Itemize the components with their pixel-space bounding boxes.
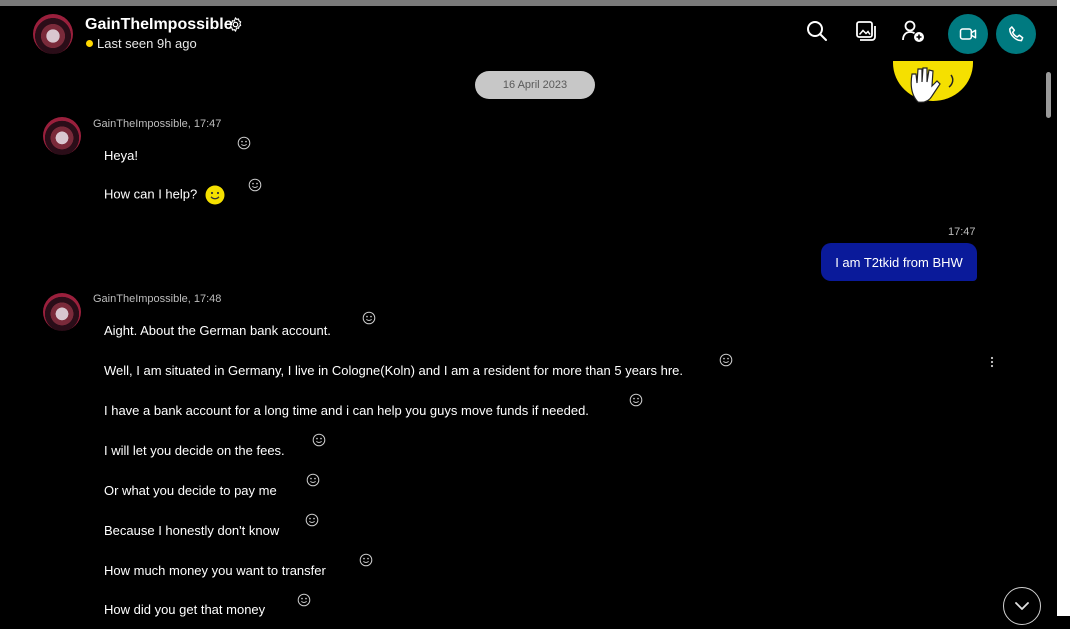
audio-call-icon — [1006, 24, 1026, 44]
scroll-to-bottom-button[interactable] — [1003, 587, 1041, 625]
video-call-button[interactable] — [948, 14, 988, 54]
smile-emoji-icon — [205, 185, 225, 205]
chat-scrollbar[interactable] — [1046, 72, 1051, 118]
message-text[interactable]: I will let you decide on the fees. — [104, 443, 285, 458]
date-divider: 16 April 2023 — [475, 71, 595, 99]
search-icon[interactable] — [804, 18, 830, 44]
sender-avatar[interactable] — [43, 293, 81, 331]
chevron-down-icon — [1004, 588, 1040, 624]
message-text[interactable]: Aight. About the German bank account. — [104, 323, 331, 338]
message-row[interactable] — [104, 185, 225, 205]
message-text[interactable]: I have a bank account for a long time and i can help you guys move funds if needed. — [104, 403, 589, 418]
chat-header — [0, 6, 1057, 66]
gear-icon[interactable] — [227, 16, 244, 33]
add-reaction-icon[interactable] — [359, 553, 373, 567]
sender-avatar[interactable] — [43, 117, 81, 155]
waving-hand-emoji-icon — [893, 61, 973, 103]
outgoing-message-bubble[interactable]: I am T2tkid from BHW — [821, 243, 977, 281]
message-text[interactable]: How did you get that money — [104, 602, 266, 617]
message-text[interactable]: Because I honestly don't know — [104, 523, 280, 538]
presence-status-dot — [86, 40, 93, 47]
add-reaction-icon[interactable] — [362, 311, 376, 325]
contact-avatar[interactable] — [33, 14, 73, 54]
add-reaction-icon[interactable] — [237, 136, 251, 150]
contact-name[interactable]: GainTheImpossible — [85, 16, 233, 33]
audio-call-button[interactable] — [996, 14, 1036, 54]
add-reaction-icon[interactable] — [312, 433, 326, 447]
add-reaction-icon[interactable] — [297, 593, 311, 607]
add-reaction-icon[interactable] — [629, 393, 643, 407]
add-reaction-icon[interactable] — [719, 353, 733, 367]
message-text: How can I help? — [104, 186, 198, 202]
add-reaction-icon[interactable] — [305, 513, 319, 527]
more-options-icon[interactable] — [988, 354, 996, 370]
last-seen-status: Last seen 9h ago — [97, 36, 197, 51]
message-text[interactable]: Or what you decide to pay me — [104, 483, 277, 498]
window-right-edge — [1057, 0, 1070, 616]
message-text[interactable]: Heya! — [104, 148, 138, 163]
add-reaction-icon[interactable] — [248, 178, 262, 192]
outgoing-message-time: 17:47 — [948, 226, 976, 238]
gallery-icon[interactable] — [852, 18, 878, 44]
sender-name-time: GainTheImpossible, 17:48 — [93, 293, 222, 305]
video-call-icon — [958, 24, 978, 44]
sender-name-time: GainTheImpossible, 17:47 — [93, 118, 222, 130]
message-text[interactable]: Well, I am situated in Germany, I live in Cologne(Koln) and I am a resident for more than 5 years hre. — [104, 363, 684, 378]
add-person-icon[interactable] — [900, 18, 926, 44]
add-reaction-icon[interactable] — [306, 473, 320, 487]
message-text[interactable]: How much money you want to transfer — [104, 563, 326, 578]
